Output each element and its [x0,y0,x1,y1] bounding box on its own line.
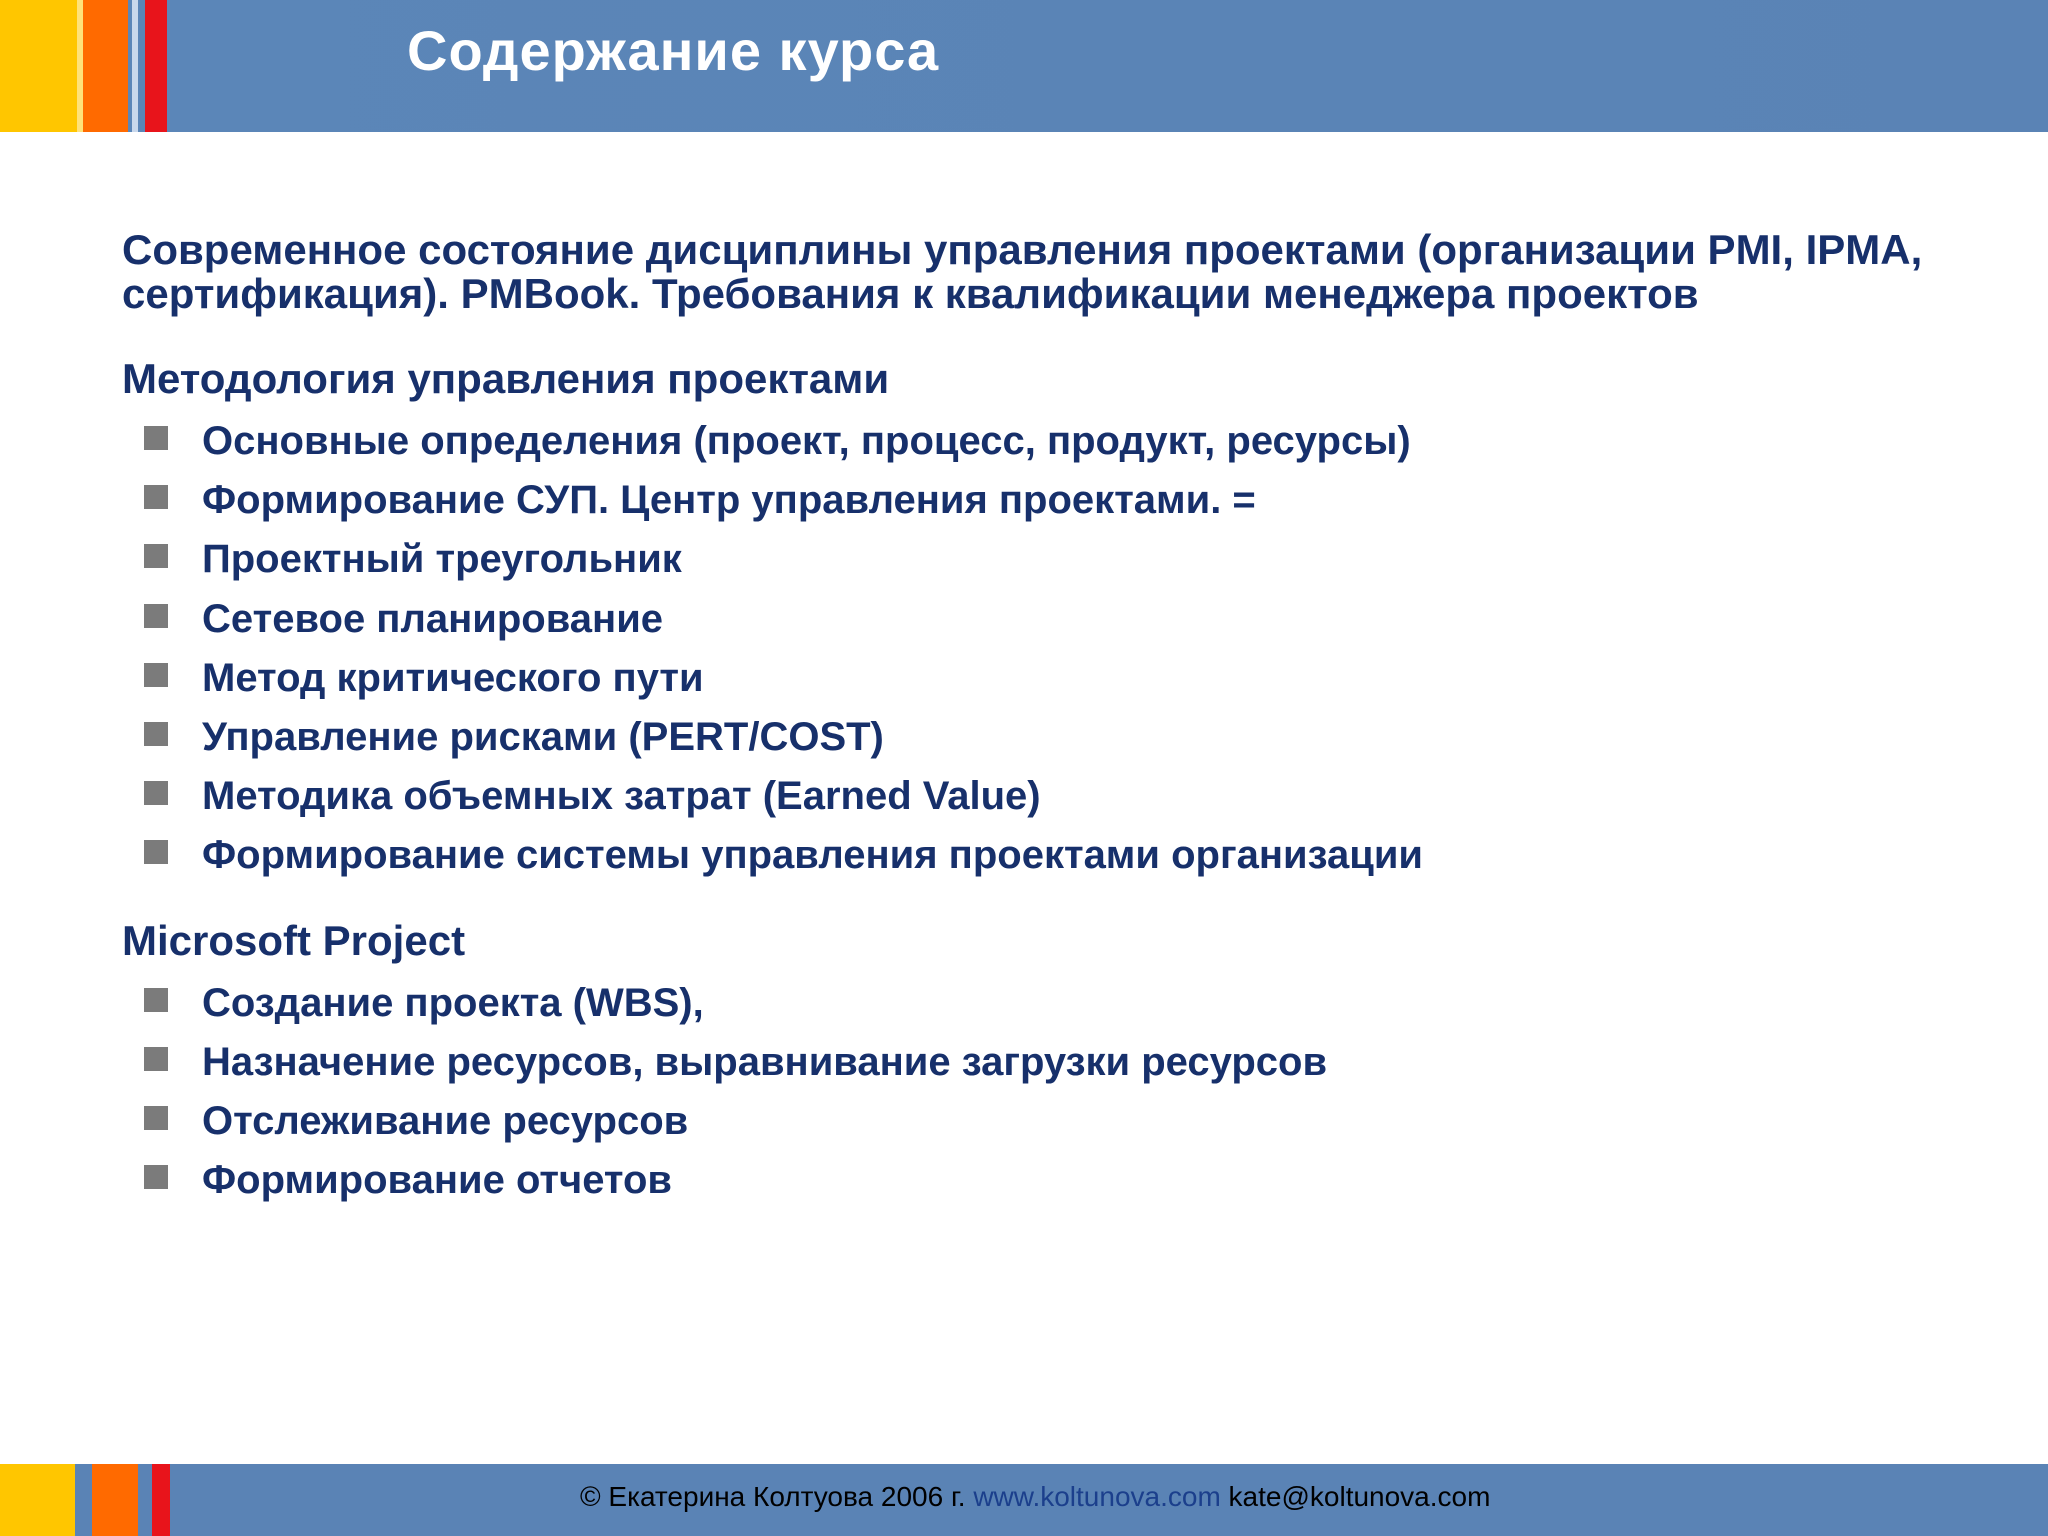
bullet-list [122,974,1982,1211]
email-link[interactable]: kate@koltunova.com [1228,1481,1491,1512]
list-item-text: Методика объемных затрат (Earned Value) [202,774,1041,819]
square-bullet-icon [144,781,168,805]
header-stripe-orange [83,0,128,132]
square-bullet-icon [144,1165,168,1189]
header-stripe-red [145,0,167,132]
slide-content [122,228,1982,1240]
section-msproject [122,916,1982,1211]
website-link[interactable]: www.koltunova.com [973,1481,1221,1512]
list-item [122,530,1982,589]
list-item [122,826,1982,885]
list-item-text: Проектный треугольник [202,537,682,582]
footer-text [580,1481,1490,1513]
list-item-text: Формирование системы управления проектами организации [202,833,1423,878]
section-methodology [122,354,1982,886]
list-item [122,974,1982,1033]
list-item-text: Сетевое планирование [202,596,664,641]
list-item-text: Отслеживание ресурсов [202,1099,689,1144]
section-title: Методология управления проектами [122,355,890,402]
list-item-text: Формирование СУП. Центр управления проектами. = [202,478,1256,523]
list-item-text: Назначение ресурсов, выравнивание загрузки ресурсов [202,1039,1328,1084]
header-stripe-lightblue [132,0,138,132]
square-bullet-icon [144,988,168,1012]
slide-title: Содержание курса [407,19,940,82]
square-bullet-icon [144,426,168,450]
square-bullet-icon [144,1106,168,1130]
list-item [122,471,1982,530]
copyright-text: © Екатерина Колтуова 2006 г. [580,1481,966,1512]
list-item-text: Управление рисками (PERT/COST) [202,715,884,760]
square-bullet-icon [144,544,168,568]
footer-stripe-red [152,1464,170,1536]
square-bullet-icon [144,604,168,628]
list-item [122,412,1982,471]
section-title: Microsoft Project [122,916,466,964]
list-item [122,590,1982,649]
square-bullet-icon [144,1047,168,1071]
footer-bar [0,1464,2048,1536]
list-item [122,649,1982,708]
list-item-text: Создание проекта (WBS), [202,980,704,1025]
footer-stripe-orange [92,1464,138,1536]
square-bullet-icon [144,840,168,864]
list-item [122,767,1982,826]
list-item [122,1092,1982,1151]
bullet-list [122,412,1982,886]
list-item-text: Метод критического пути [202,655,704,700]
header-stripe-yellow [0,0,77,132]
list-item [122,1033,1982,1092]
list-item [122,708,1982,767]
footer-stripe-gap [75,1464,89,1536]
square-bullet-icon [144,663,168,687]
square-bullet-icon [144,485,168,509]
footer-stripe-yellow [0,1464,75,1536]
list-item-text: Формирование отчетов [202,1158,672,1203]
list-item [122,1151,1982,1210]
header-bar [0,0,2048,132]
square-bullet-icon [144,722,168,746]
intro-paragraph: Современное состояние дисциплины управления проектами (организации PMI, IPMA, сертификация). PMBook. Требования к квалификации менеджера проектов [122,226,1923,317]
list-item-text: Основные определения (проект, процесс, продукт, ресурсы) [202,419,1411,463]
